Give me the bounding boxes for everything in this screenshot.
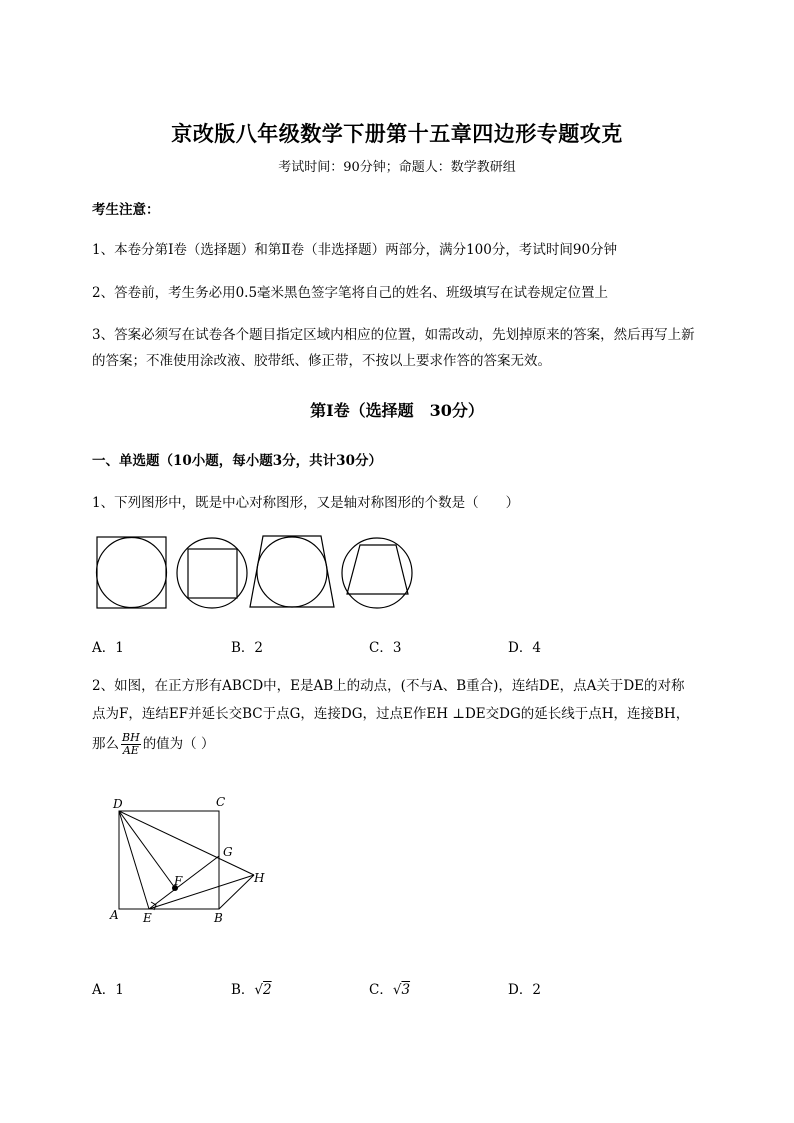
figure-circle-with-square — [177, 538, 247, 608]
figure-square-with-circle — [97, 537, 167, 608]
q2-option-a[interactable]: A．1 — [92, 982, 124, 998]
question-1-figures — [92, 533, 422, 613]
q1-option-c[interactable]: C．3 — [369, 640, 402, 656]
fraction-denominator: AE — [122, 744, 139, 757]
notice-heading: 考生注意： — [92, 202, 160, 218]
segment-bh — [219, 875, 254, 909]
segment-eg — [149, 856, 219, 909]
label-d: D — [113, 797, 123, 811]
segment-dh — [119, 811, 254, 875]
sqrt-symbol: √ — [392, 982, 402, 998]
q2-option-b-label: B． — [231, 982, 255, 998]
question-1-stem: 1、下列图形中，既是中心对称图形，又是轴对称图形的个数是（ ） — [92, 495, 520, 511]
label-c: C — [216, 795, 226, 809]
notice-item-1: 1、本卷分第I卷（选择题）和第Ⅱ卷（非选择题）两部分，满分100分，考试时间90分钟 — [92, 242, 618, 258]
q2-option-d[interactable]: D．2 — [508, 982, 541, 998]
question-2-line-3 — [92, 732, 752, 757]
q1-option-d[interactable]: D．4 — [508, 640, 541, 656]
segment-de — [119, 811, 149, 909]
question-2-line-1: 2、如图，在正方形有ABCD中，E是AB上的动点，(不与A、B重合)，连结DE，点A关于DE的对称 — [92, 678, 685, 694]
section-title: 第I卷（选择题 30分） — [310, 401, 484, 420]
label-f: F — [174, 874, 183, 888]
fraction-bh-over-ae — [121, 732, 141, 757]
segment-df — [119, 811, 175, 888]
q1-option-b[interactable]: B．2 — [231, 640, 264, 656]
notice-item-2: 2、答卷前，考生务必用0.5毫米黑色签字笔将自己的姓名、班级填写在试卷规定位置上 — [92, 285, 609, 301]
page-title: 京改版八年级数学下册第十五章四边形专题攻克 — [171, 121, 623, 146]
label-g: G — [223, 845, 233, 859]
question-2-line-2: 点为F，连结EF并延长交BC于点G，连接DG，过点E作EH ⊥DE交DG的延长线于点H，连接BH， — [92, 706, 690, 722]
segment-eh — [149, 875, 254, 909]
label-h: H — [254, 871, 265, 885]
q2-option-b[interactable] — [231, 978, 272, 998]
notice-item-3-cont: 的答案；不准使用涂改液、胶带纸、修正带，不按以上要求作答的答案无效。 — [92, 353, 551, 369]
q2-option-b-radicand: 2 — [263, 982, 272, 998]
part-heading: 一、单选题（10小题，每小题3分，共计30分） — [92, 453, 382, 469]
question-2-prefix: 那么 — [92, 736, 119, 752]
question-2-suffix: 的值为（ ） — [142, 736, 215, 752]
exam-info: 考试时间：90分钟；命题人：数学教研组 — [278, 160, 516, 175]
notice-item-3: 3、答案必须写在试卷各个题目指定区域内相应的位置，如需改动，先划掉原来的答案，然后再写上新 — [92, 327, 695, 343]
label-b: B — [214, 911, 223, 925]
label-a: A — [110, 908, 119, 922]
figure-trapezoid-with-circle — [250, 536, 334, 607]
sqrt-symbol: √ — [254, 982, 264, 998]
q2-option-c-radicand: 3 — [401, 982, 411, 998]
q1-option-a[interactable]: A．1 — [92, 640, 124, 656]
fraction-numerator: BH — [122, 731, 140, 744]
figure-circle-with-trapezoid — [342, 538, 412, 608]
question-2-geometry-figure — [100, 790, 280, 930]
q2-option-c[interactable] — [369, 978, 410, 998]
label-e: E — [143, 911, 152, 925]
q2-option-c-label: C． — [369, 982, 393, 998]
